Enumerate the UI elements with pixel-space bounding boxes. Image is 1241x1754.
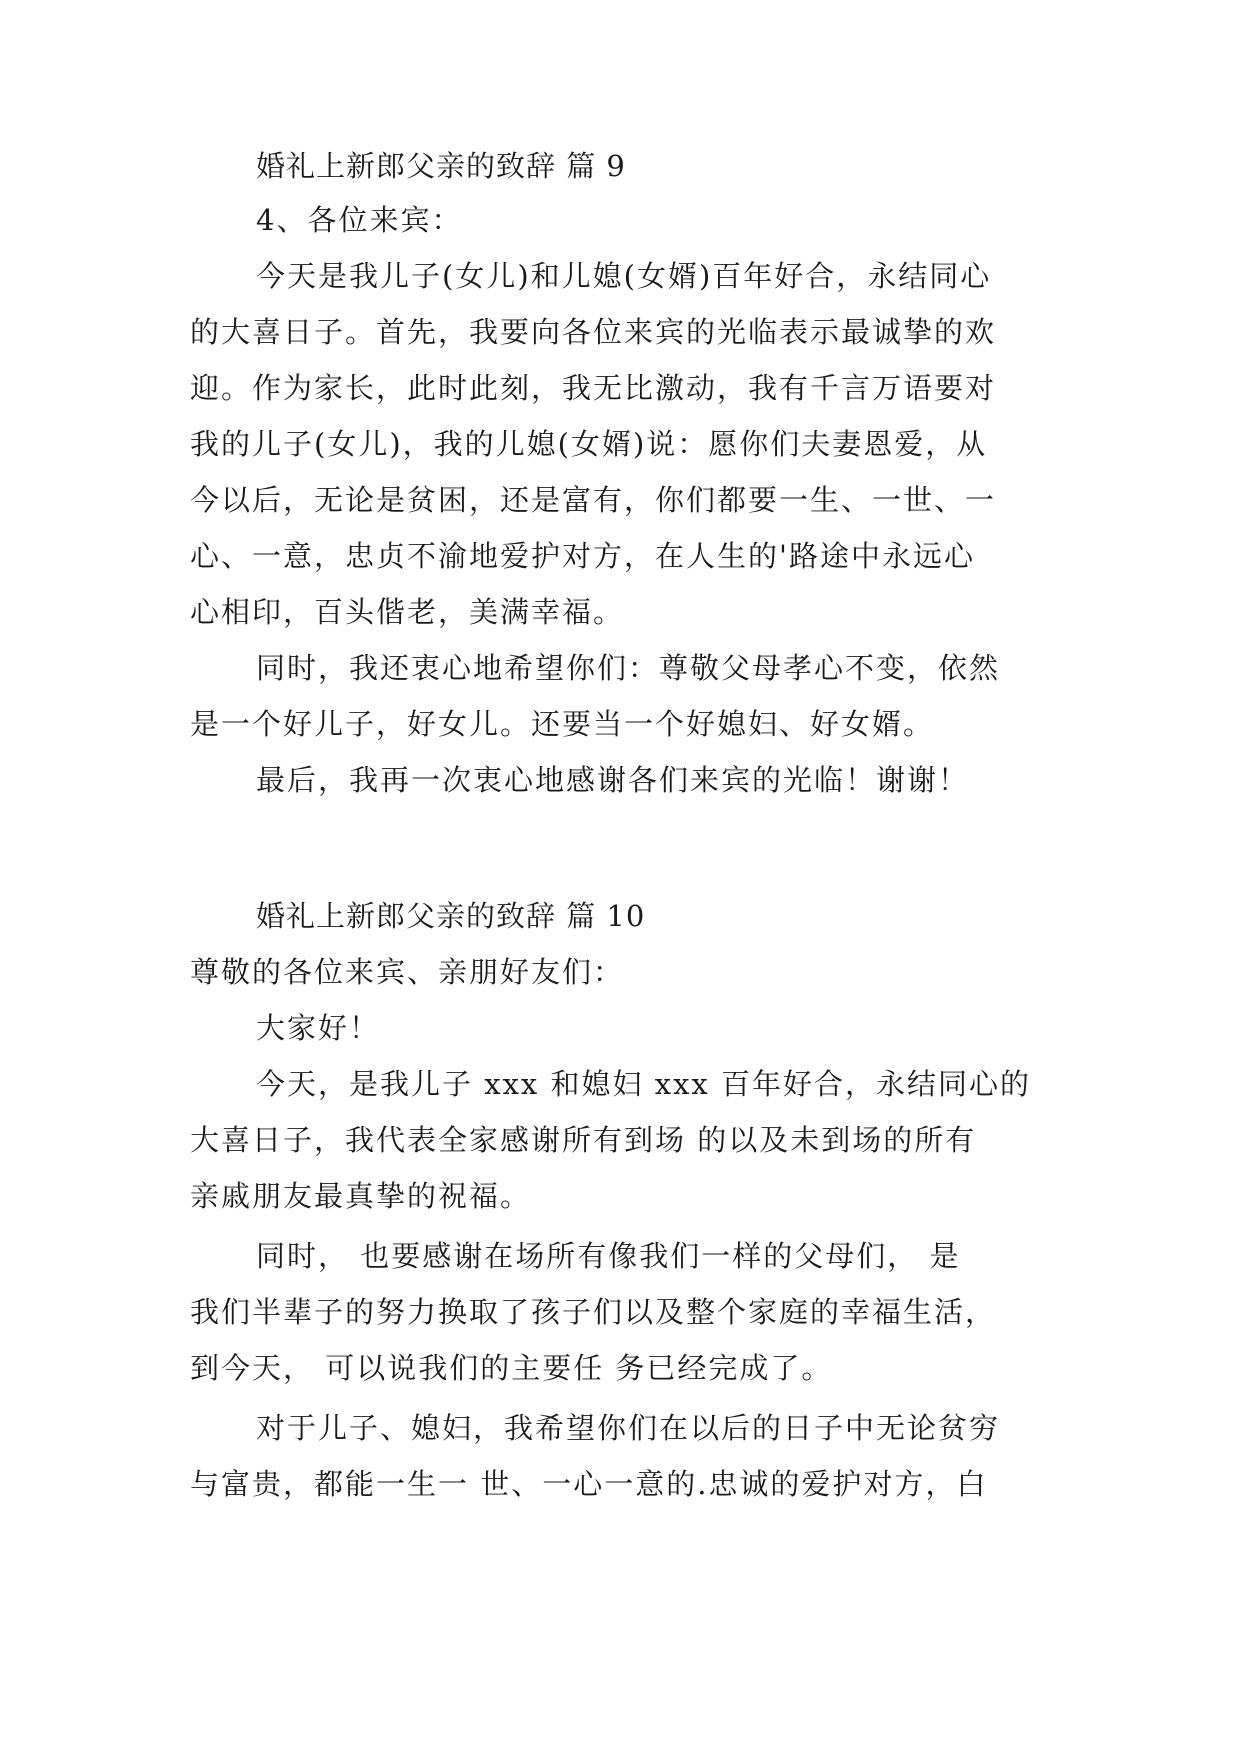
paragraph-line: 到今天， 可以说我们的主要任 务已经完成了。	[190, 1351, 833, 1385]
paragraph-line: 今天是我儿子(女儿)和儿媳(女婿)百年好合，永结同心	[256, 259, 992, 293]
paragraph-line: 大家好！	[256, 1011, 381, 1045]
paragraph-line: 同时，我还衷心地希望你们：尊敬父母孝心不变，依然	[256, 651, 1001, 685]
paragraph-line: 同时， 也要感谢在场所有像我们一样的父母们， 是	[256, 1239, 961, 1273]
section-10-heading: 婚礼上新郎父亲的致辞 篇 10	[256, 899, 646, 933]
paragraph-line: 尊敬的各位来宾、亲朋好友们：	[190, 955, 625, 989]
paragraph-line: 心、一意，忠贞不渝地爱护对方，在人生的'路途中永远心	[190, 539, 975, 573]
paragraph-line: 4、各位来宾：	[256, 203, 463, 237]
paragraph-line: 我的儿子(女儿)，我的儿媳(女婿)说：愿你们夫妻恩爱，从	[190, 427, 988, 461]
paragraph-line: 与富贵，都能一生一 世、一心一意的.忠诚的爱护对方，白	[190, 1467, 988, 1501]
paragraph-line: 今天，是我儿子 xxx 和媳妇 xxx 百年好合，永结同心的	[256, 1067, 1032, 1101]
paragraph-line: 心相印，百头偕老，美满幸福。	[190, 595, 625, 629]
paragraph-line: 是一个好儿子，好女儿。还要当一个好媳妇、好女婿。	[190, 707, 935, 741]
paragraph-line: 亲戚朋友最真挚的祝福。	[190, 1179, 532, 1213]
paragraph-line: 大喜日子，我代表全家感谢所有到场 的以及未到场的所有	[190, 1123, 977, 1157]
paragraph-line: 对于儿子、媳妇，我希望你们在以后的日子中无论贫穷	[256, 1411, 1001, 1445]
section-9-heading: 婚礼上新郎父亲的致辞 篇 9	[256, 149, 626, 183]
paragraph-line: 的大喜日子。首先，我要向各位来宾的光临表示最诚挚的欢	[190, 315, 997, 349]
paragraph-line: 今以后，无论是贫困，还是富有，你们都要一生、一世、一	[190, 483, 997, 517]
paragraph-line: 迎。作为家长，此时此刻，我无比激动，我有千言万语要对	[190, 371, 997, 405]
paragraph-line: 我们半辈子的努力换取了孩子们以及整个家庭的幸福生活，	[190, 1295, 997, 1329]
paragraph-line: 最后，我再一次衷心地感谢各们来宾的光临！谢谢！	[256, 763, 970, 797]
